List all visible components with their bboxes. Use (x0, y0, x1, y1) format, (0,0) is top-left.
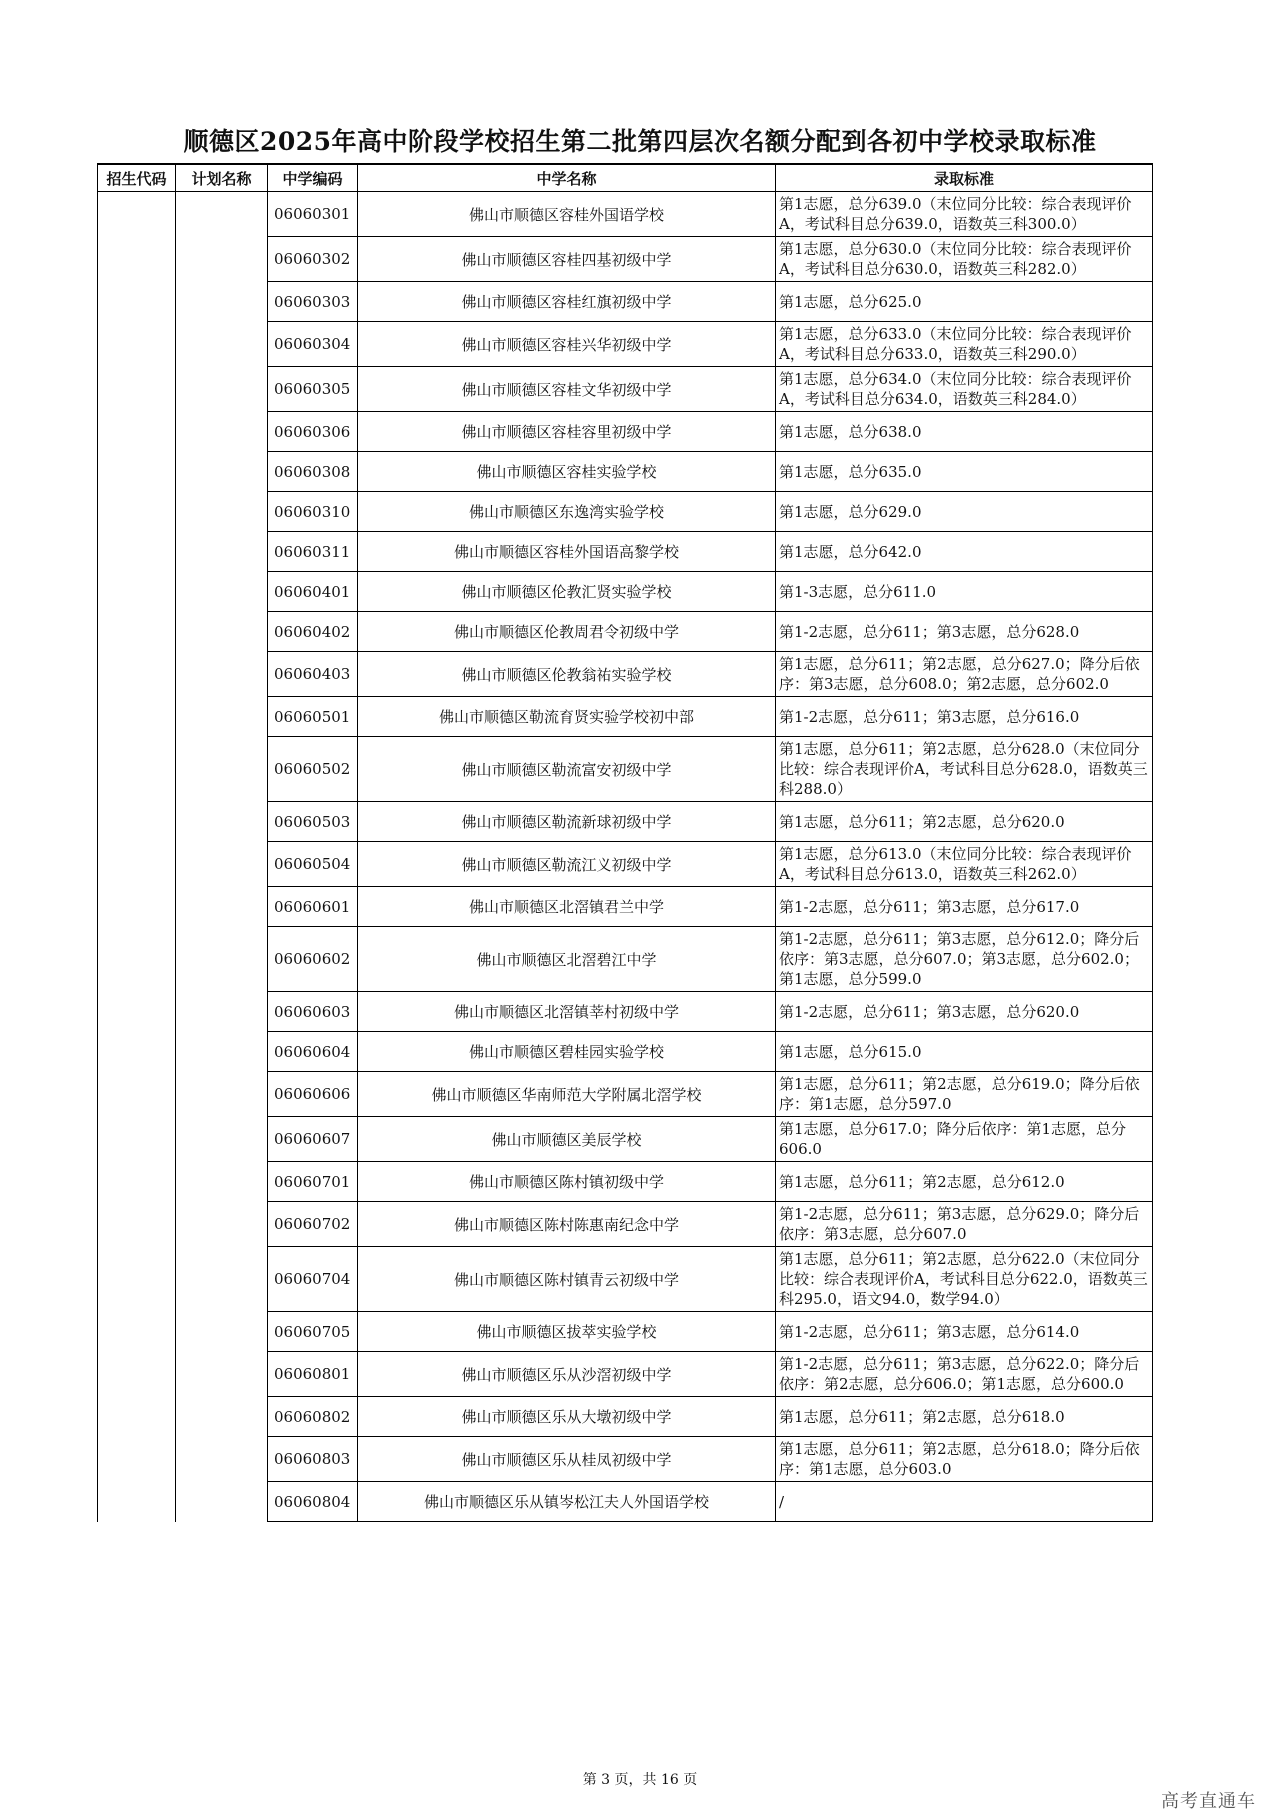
watermark: 高考直通车 (1161, 1791, 1256, 1812)
school-code-cell: 06060302 (268, 237, 358, 282)
school-code-cell: 06060303 (268, 282, 358, 322)
table-body (98, 192, 1153, 1522)
school-code-cell: 06060304 (268, 322, 358, 367)
admission-standard-cell: 第1志愿，总分611；第2志愿，总分618.0 (776, 1397, 1153, 1437)
school-name-cell: 佛山市顺德区伦教周君令初级中学 (358, 612, 776, 652)
school-name-cell: 佛山市顺德区陈村镇青云初级中学 (358, 1247, 776, 1312)
col-header-enroll-code: 招生代码 (98, 164, 176, 192)
col-header-school-code: 中学编码 (268, 164, 358, 192)
school-name-cell: 佛山市顺德区勒流育贤实验学校初中部 (358, 697, 776, 737)
admission-standard-cell: 第1志愿，总分611；第2志愿，总分619.0；降分后依序：第1志愿，总分597.0 (776, 1072, 1153, 1117)
school-code-cell: 06060501 (268, 697, 358, 737)
admission-standard-cell: 第1志愿，总分615.0 (776, 1032, 1153, 1072)
school-code-cell: 06060702 (268, 1202, 358, 1247)
admission-standard-cell: 第1志愿，总分611；第2志愿，总分622.0（末位同分比较：综合表现评价A，考试科目总分622.0，语数英三科295.0，语文94.0，数学94.0） (776, 1247, 1153, 1312)
school-code-cell: 06060804 (268, 1482, 358, 1522)
school-code-cell: 06060602 (268, 927, 358, 992)
school-code-cell: 06060603 (268, 992, 358, 1032)
admission-standard-cell: 第1-2志愿，总分611；第3志愿，总分622.0；降分后依序：第2志愿，总分606.0；第1志愿，总分600.0 (776, 1352, 1153, 1397)
col-header-school-name: 中学名称 (358, 164, 776, 192)
table-header-row (98, 164, 1153, 192)
school-code-cell: 06060310 (268, 492, 358, 532)
school-code-cell: 06060402 (268, 612, 358, 652)
school-code-cell: 06060306 (268, 412, 358, 452)
school-code-cell: 06060403 (268, 652, 358, 697)
school-name-cell: 佛山市顺德区容桂容里初级中学 (358, 412, 776, 452)
school-name-cell: 佛山市顺德区伦教汇贤实验学校 (358, 572, 776, 612)
col-header-plan-name: 计划名称 (176, 164, 268, 192)
admission-table-frame (97, 163, 1152, 1522)
school-code-cell: 06060803 (268, 1437, 358, 1482)
school-code-cell: 06060503 (268, 802, 358, 842)
school-code-cell: 06060802 (268, 1397, 358, 1437)
admission-standard-cell: 第1-2志愿，总分611；第3志愿，总分614.0 (776, 1312, 1153, 1352)
school-code-cell: 06060311 (268, 532, 358, 572)
school-name-cell: 佛山市顺德区容桂外国语学校 (358, 192, 776, 237)
school-code-cell: 06060604 (268, 1032, 358, 1072)
admission-standard-cell: 第1志愿，总分611；第2志愿，总分612.0 (776, 1162, 1153, 1202)
admission-standard-cell: 第1志愿，总分638.0 (776, 412, 1153, 452)
school-name-cell: 佛山市顺德区乐从大墩初级中学 (358, 1397, 776, 1437)
school-name-cell: 佛山市顺德区勒流江义初级中学 (358, 842, 776, 887)
school-code-cell: 06060308 (268, 452, 358, 492)
school-name-cell: 佛山市顺德区陈村镇初级中学 (358, 1162, 776, 1202)
school-name-cell: 佛山市顺德区伦教翁祐实验学校 (358, 652, 776, 697)
school-code-cell: 06060606 (268, 1072, 358, 1117)
admission-standard-cell: 第1志愿，总分635.0 (776, 452, 1153, 492)
school-name-cell: 佛山市顺德区容桂外国语高黎学校 (358, 532, 776, 572)
admission-standard-cell: 第1-3志愿，总分611.0 (776, 572, 1153, 612)
school-code-cell: 06060301 (268, 192, 358, 237)
admission-standard-cell: 第1志愿，总分630.0（末位同分比较：综合表现评价A，考试科目总分630.0，语数英三科282.0） (776, 237, 1153, 282)
school-name-cell: 佛山市顺德区容桂实验学校 (358, 452, 776, 492)
school-name-cell: 佛山市顺德区陈村陈惠南纪念中学 (358, 1202, 776, 1247)
admission-standard-cell: 第1-2志愿，总分611；第3志愿，总分612.0；降分后依序：第3志愿，总分607.0；第3志愿，总分602.0；第1志愿，总分599.0 (776, 927, 1153, 992)
admission-standard-cell: 第1-2志愿，总分611；第3志愿，总分617.0 (776, 887, 1153, 927)
school-name-cell: 佛山市顺德区美辰学校 (358, 1117, 776, 1162)
school-name-cell: 佛山市顺德区碧桂园实验学校 (358, 1032, 776, 1072)
admission-standard-cell: 第1志愿，总分611；第2志愿，总分627.0；降分后依序：第3志愿，总分608.0；第2志愿，总分602.0 (776, 652, 1153, 697)
admission-standard-cell: 第1志愿，总分611；第2志愿，总分628.0（末位同分比较：综合表现评价A，考试科目总分628.0，语数英三科288.0） (776, 737, 1153, 802)
col-header-admission-standard: 录取标准 (776, 164, 1153, 192)
school-name-cell: 佛山市顺德区拔萃实验学校 (358, 1312, 776, 1352)
admission-standard-cell: 第1志愿，总分613.0（末位同分比较：综合表现评价A，考试科目总分613.0，语数英三科262.0） (776, 842, 1153, 887)
school-name-cell: 佛山市顺德区勒流新球初级中学 (358, 802, 776, 842)
admission-standard-cell: 第1志愿，总分642.0 (776, 532, 1153, 572)
admission-standard-cell: 第1志愿，总分617.0；降分后依序：第1志愿，总分606.0 (776, 1117, 1153, 1162)
admission-standard-cell: 第1志愿，总分629.0 (776, 492, 1153, 532)
school-code-cell: 06060401 (268, 572, 358, 612)
school-name-cell: 佛山市顺德区东逸湾实验学校 (358, 492, 776, 532)
school-code-cell: 06060801 (268, 1352, 358, 1397)
admission-standard-cell: 第1志愿，总分625.0 (776, 282, 1153, 322)
admission-standard-cell: 第1-2志愿，总分611；第3志愿，总分628.0 (776, 612, 1153, 652)
school-code-cell: 06060502 (268, 737, 358, 802)
school-name-cell: 佛山市顺德区北滘碧江中学 (358, 927, 776, 992)
school-name-cell: 佛山市顺德区容桂四基初级中学 (358, 237, 776, 282)
page-footer: 第 3 页，共 16 页 (582, 1772, 698, 1788)
admission-standard-cell: 第1-2志愿，总分611；第3志愿，总分629.0；降分后依序：第3志愿，总分607.0 (776, 1202, 1153, 1247)
admission-standard-cell: 第1志愿，总分639.0（末位同分比较：综合表现评价A，考试科目总分639.0，语数英三科300.0） (776, 192, 1153, 237)
enroll-code-cell (98, 192, 176, 1522)
school-name-cell: 佛山市顺德区乐从沙滘初级中学 (358, 1352, 776, 1397)
school-code-cell: 06060607 (268, 1117, 358, 1162)
page-title: 顺德区2025年高中阶段学校招生第二批第四层次名额分配到各初中学校录取标准 (183, 127, 1097, 156)
school-name-cell: 佛山市顺德区乐从桂凤初级中学 (358, 1437, 776, 1482)
school-code-cell: 06060704 (268, 1247, 358, 1312)
school-code-cell: 06060504 (268, 842, 358, 887)
school-name-cell: 佛山市顺德区容桂文华初级中学 (358, 367, 776, 412)
admission-standard-cell: 第1志愿，总分611；第2志愿，总分618.0；降分后依序：第1志愿，总分603.0 (776, 1437, 1153, 1482)
admission-standard-cell: 第1志愿，总分634.0（末位同分比较：综合表现评价A，考试科目总分634.0，语数英三科284.0） (776, 367, 1153, 412)
admission-table (97, 163, 1153, 1522)
school-name-cell: 佛山市顺德区容桂红旗初级中学 (358, 282, 776, 322)
school-name-cell: 佛山市顺德区乐从镇岑松江夫人外国语学校 (358, 1482, 776, 1522)
school-code-cell: 06060305 (268, 367, 358, 412)
school-name-cell: 佛山市顺德区华南师范大学附属北滘学校 (358, 1072, 776, 1117)
school-name-cell: 佛山市顺德区北滘镇君兰中学 (358, 887, 776, 927)
admission-standard-cell: 第1志愿，总分633.0（末位同分比较：综合表现评价A，考试科目总分633.0，语数英三科290.0） (776, 322, 1153, 367)
admission-standard-cell: / (776, 1482, 1153, 1522)
school-name-cell: 佛山市顺德区勒流富安初级中学 (358, 737, 776, 802)
school-name-cell: 佛山市顺德区北滘镇莘村初级中学 (358, 992, 776, 1032)
school-name-cell: 佛山市顺德区容桂兴华初级中学 (358, 322, 776, 367)
plan-name-cell (176, 192, 268, 1522)
school-code-cell: 06060601 (268, 887, 358, 927)
school-code-cell: 06060701 (268, 1162, 358, 1202)
table-row (98, 192, 1153, 237)
admission-standard-cell: 第1-2志愿，总分611；第3志愿，总分620.0 (776, 992, 1153, 1032)
school-code-cell: 06060705 (268, 1312, 358, 1352)
admission-standard-cell: 第1-2志愿，总分611；第3志愿，总分616.0 (776, 697, 1153, 737)
admission-standard-cell: 第1志愿，总分611；第2志愿，总分620.0 (776, 802, 1153, 842)
